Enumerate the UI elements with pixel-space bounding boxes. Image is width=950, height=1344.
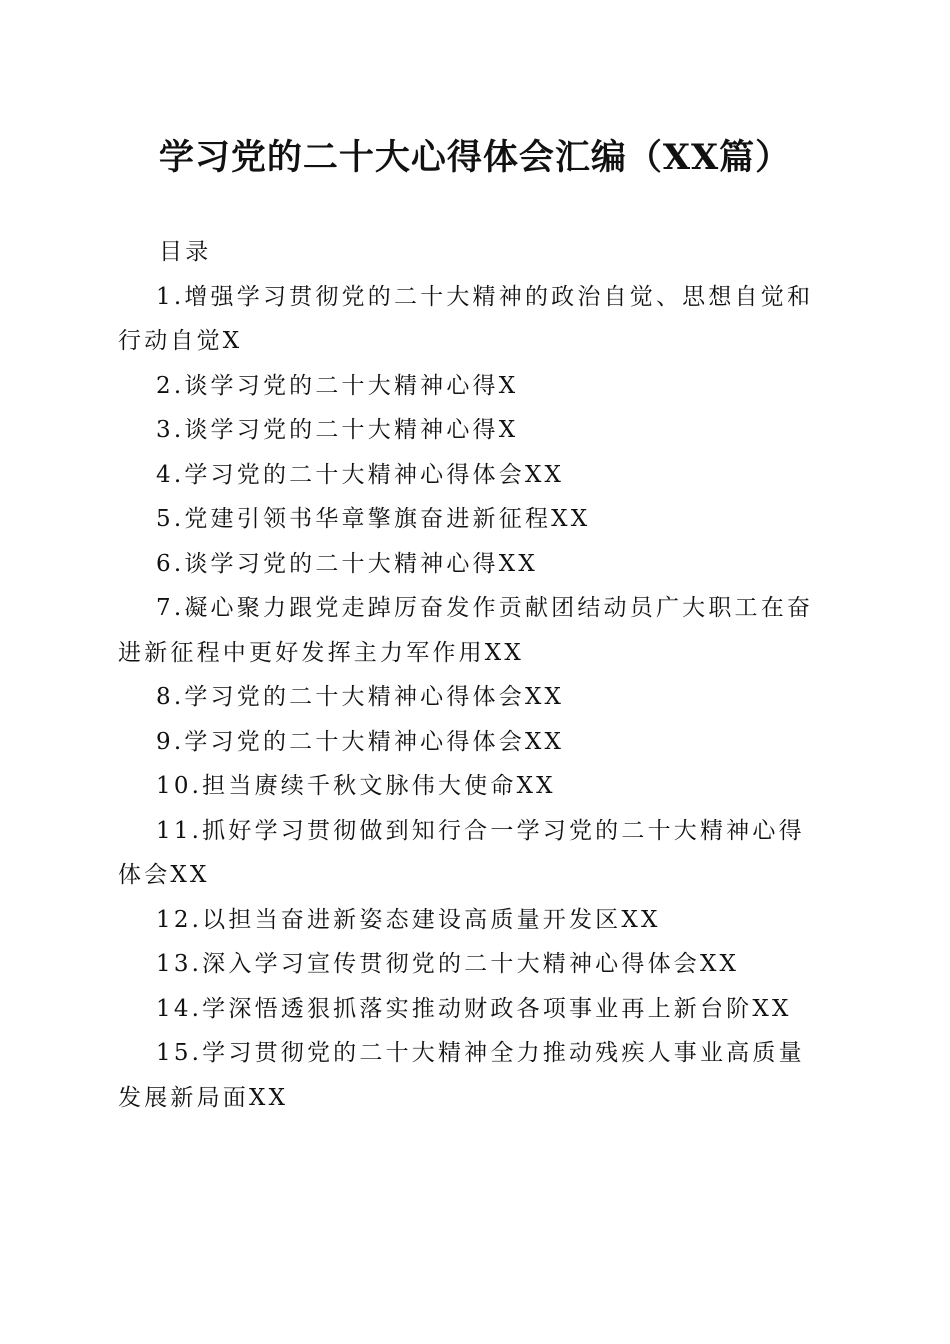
toc-item: 11.抓好学习贯彻做到知行合一学习党的二十大精神心得体会XX <box>118 817 805 888</box>
toc-item: 1.增强学习贯彻党的二十大精神的政治自觉、思想自觉和行动自觉X <box>118 283 814 354</box>
toc-item: 14.学深悟透狠抓落实推动财政各项事业再上新台阶XX <box>156 995 792 1022</box>
toc-item: 4.学习党的二十大精神心得体会XX <box>156 461 565 488</box>
toc-item: 15.学习贯彻党的二十大精神全力推动残疾人事业高质量发展新局面XX <box>118 1040 805 1111</box>
table-of-contents <box>118 230 830 1120</box>
toc-item: 3.谈学习党的二十大精神心得X <box>156 417 519 443</box>
toc-item: 7.凝心聚力跟党走踔厉奋发作贡献团结动员广大职工在奋进新征程中更好发挥主力军作用XX <box>118 595 814 666</box>
toc-item: 9.学习党的二十大精神心得体会XX <box>156 728 565 755</box>
toc-item: 13.深入学习宣传贯彻党的二十大精神心得体会XX <box>156 951 740 977</box>
toc-item: 12.以担当奋进新姿态建设高质量开发区XX <box>156 906 661 933</box>
toc-item: 5.党建引领书华章擎旗奋进新征程XX <box>156 506 591 532</box>
document-title: 学习党的二十大心得体会汇编（XX篇） <box>158 137 792 178</box>
toc-heading: 目录 <box>159 239 212 265</box>
toc-item: 8.学习党的二十大精神心得体会XX <box>156 684 565 710</box>
toc-item: 10.担当赓续千秋文脉伟大使命XX <box>156 773 556 799</box>
toc-item: 6.谈学习党的二十大精神心得XX <box>156 550 538 577</box>
toc-item: 2.谈学习党的二十大精神心得X <box>156 372 519 399</box>
toc-list <box>118 275 830 1121</box>
